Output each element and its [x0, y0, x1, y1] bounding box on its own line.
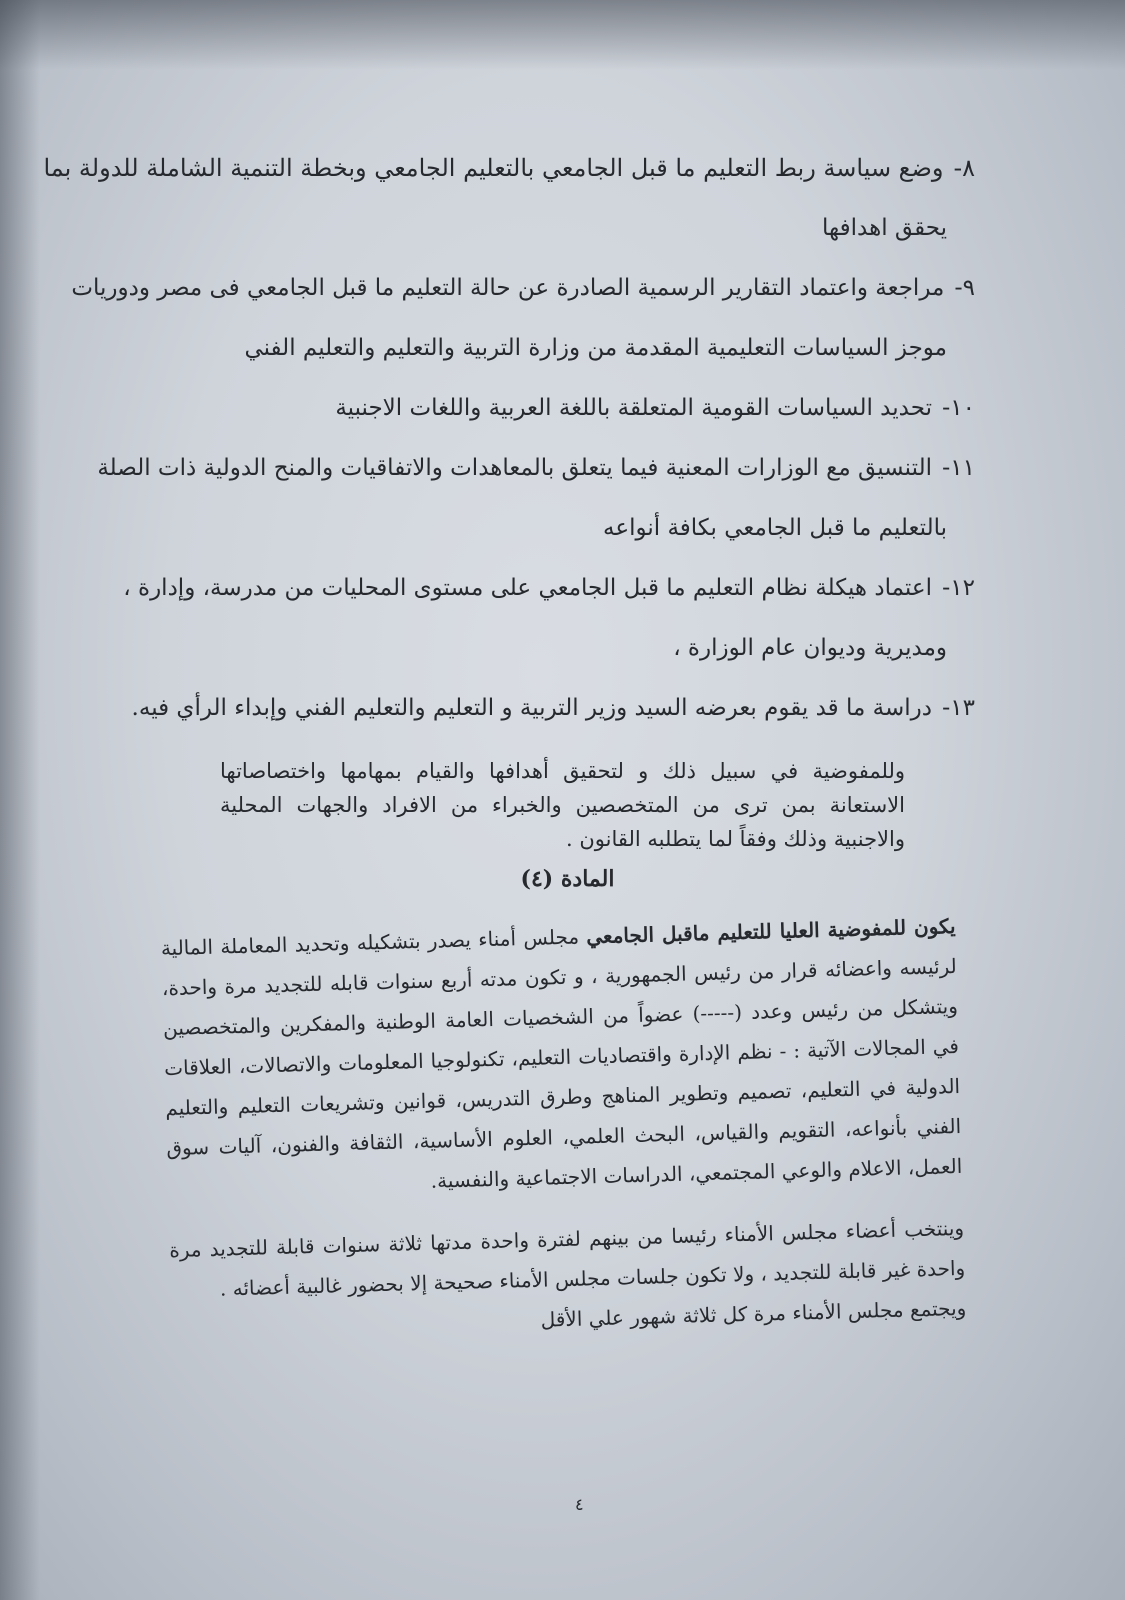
- page-number: ٤: [575, 1495, 584, 1514]
- list-item-11-continuation: بالتعليم ما قبل الجامعي بكافة أنواعه: [603, 515, 947, 541]
- list-item-8-continuation: يحقق اهدافها: [822, 215, 947, 241]
- article-body: [160, 906, 966, 1350]
- list-item-13: ١٣-دراسة ما قد يقوم بعرضه السيد وزير التربية و التعليم والتعليم الفني وإبداء الرأي فيه.: [131, 695, 975, 721]
- numbered-items-list: [40, 138, 975, 738]
- article-intro-paragraph: يكون للمفوضية العليا للتعليم ماقبل الجامعي مجلس أمناء يصدر بتشكيله وتحديد المعاملة المالية لرئيسه واعضائه قرار من رئيس الجمهورية ، و تكون مدته أربع سنوات قابله للتجديد مرة واحدة، ويتشكل من رئيس وعدد (-----) عضواً من الشخصيات العامة الوطنية والمفكرين والمتخصصين في المجالات الآتية : - نظم الإدارة واقتصاديات التعليم، تكنولوجيا المعلومات والاتصالات، العلاقات الدولية في التعليم، تصميم وتطوير المناهج وطرق التدريس، قوانين وتشريعات التعليم والتعليم الفني بأنواعه، التقويم والقياس، البحث العلمي، العلوم الأساسية، الثقافة والفنون، آليات سوق العمل، الاعلام والوعي المجتمعي، الدراسات الاجتماعية والنفسية.: [160, 913, 963, 1193]
- article-paragraph-3: ويجتمع مجلس الأمناء مرة كل ثلاثة شهور علي الأقل: [540, 1295, 967, 1332]
- list-item-9: ٩-مراجعة واعتماد التقارير الرسمية الصادرة عن حالة التعليم ما قبل الجامعي فى مصر ودوريات: [71, 275, 975, 301]
- list-item-8: ٨-وضع سياسة ربط التعليم ما قبل الجامعي بالتعليم الجامعي وبخطة التنمية الشاملة للدولة بما: [43, 154, 975, 182]
- page-shadow-top: [0, 0, 1125, 70]
- article-paragraph-2: وينتخب أعضاء مجلس الأمناء رئيسا من بينهم لفترة واحدة مدتها ثلاثة سنوات قابلة للتجديد مرة واحدة غير قابلة للتجديد ، ولا تكون جلسات مجلس الأمناء صحيحة إلا بحضور غالبية أعضائه .: [168, 1215, 966, 1301]
- list-item-11: ١١-التنسيق مع الوزارات المعنية فيما يتعلق بالمعاهدات والاتفاقيات والمنح الدولية ذات الصلة: [97, 455, 975, 481]
- commission-name: يكون للمفوضية العليا للتعليم ماقبل الجامعي: [585, 913, 956, 949]
- list-item-9-continuation: موجز السياسات التعليمية المقدمة من وزارة التربية والتعليم والتعليم الفني: [244, 335, 947, 361]
- page-shadow-left: [0, 0, 40, 1600]
- list-item-12: ١٢-اعتماد هيكلة نظام التعليم ما قبل الجامعي على مستوى المحليات من مدرسة، وإدارة ،: [123, 575, 975, 601]
- closing-paragraph: وللمفوضية في سبيل ذلك و لتحقيق أهدافها والقيام بمهامها واختصاصاتها الاستعانة بمن ترى من المتخصصين والخبراء من الافراد والجهات المحلية والاجنبية وذلك وفقاً لما يتطلبه القانون .: [220, 759, 905, 851]
- list-item-12-continuation: ومديرية وديوان عام الوزارة ،: [673, 635, 947, 661]
- list-item-10: ١٠-تحديد السياسات القومية المتعلقة باللغة العربية واللغات الاجنبية: [335, 395, 975, 421]
- article-heading: المادة (٤): [520, 866, 615, 892]
